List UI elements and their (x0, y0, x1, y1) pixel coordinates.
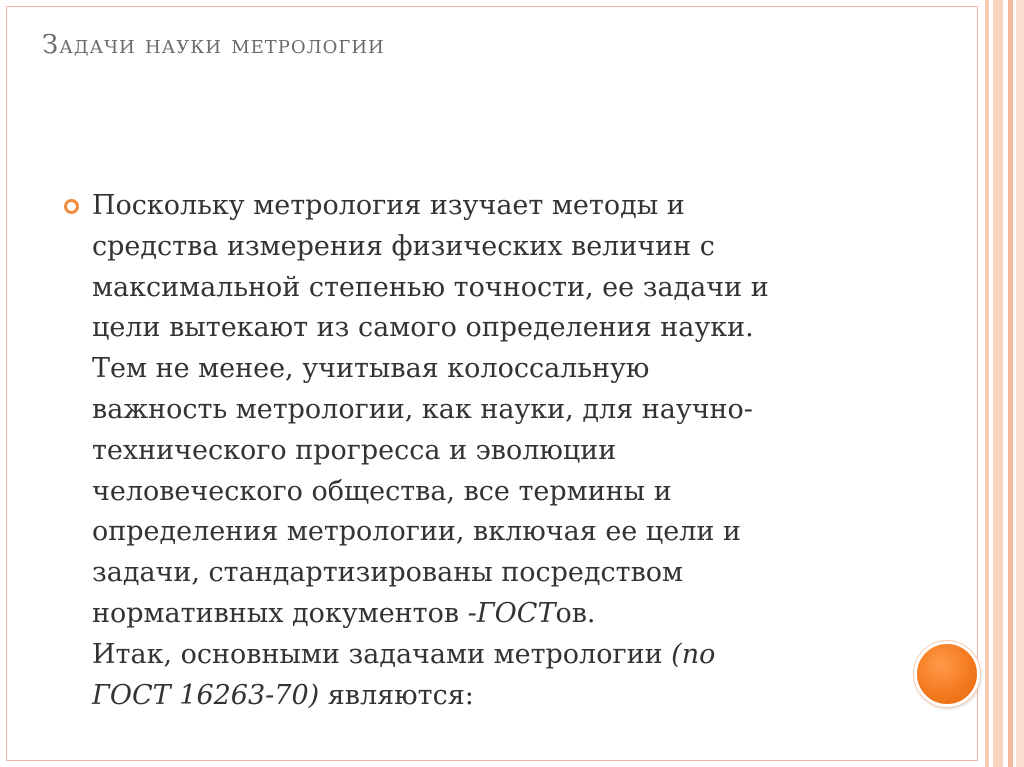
text-run: Тем не менее, учитывая колоссальную (92, 353, 650, 385)
text-run-italic: (по (671, 638, 716, 670)
text-run: цели вытекают из самого определения науки. (92, 312, 754, 344)
text-run: средства измерения физических величин с (92, 230, 715, 262)
text-line (92, 472, 862, 513)
orange-circle-icon (914, 641, 980, 707)
text-run: нормативных документов - (92, 597, 477, 629)
text-run: задачи, стандартизированы посредством (92, 557, 684, 589)
text-line (92, 512, 862, 553)
text-line (92, 268, 862, 309)
text-line (92, 431, 862, 472)
text-run: Итак, основными задачами метрологии (92, 638, 672, 670)
text-line (92, 594, 862, 635)
text-run: технического прогресса и эволюции (92, 434, 617, 466)
text-run: важность метрологии, как науки, для научно- (92, 393, 753, 425)
text-line (92, 635, 862, 676)
decorative-stripe (985, 0, 989, 767)
text-run: человеческого общества, все термины и (92, 475, 672, 507)
text-run: ов. (555, 597, 596, 629)
text-run-italic: ГОСТ 16263-70) (92, 679, 320, 711)
text-line (92, 349, 862, 390)
ring-bullet-icon (64, 199, 79, 214)
text-run: максимальной степенью точности, ее задачи и (92, 271, 769, 303)
decorative-stripe (1016, 0, 1024, 767)
text-line (92, 390, 862, 431)
text-run: Поскольку метрология изучает методы и (92, 190, 685, 221)
decorative-stripe (993, 0, 1003, 767)
text-line (92, 227, 862, 268)
slide-title: Задачи науки метрологии (42, 30, 385, 60)
text-run: являются: (319, 679, 474, 711)
bullet-text (92, 186, 862, 716)
text-line (92, 553, 862, 594)
decorative-stripe (1008, 0, 1013, 767)
text-line (92, 676, 862, 717)
text-line (92, 186, 862, 227)
text-run: определения метрологии, включая ее цели и (92, 516, 741, 548)
text-run-italic: ГОСТ (476, 597, 556, 629)
text-line (92, 308, 862, 349)
